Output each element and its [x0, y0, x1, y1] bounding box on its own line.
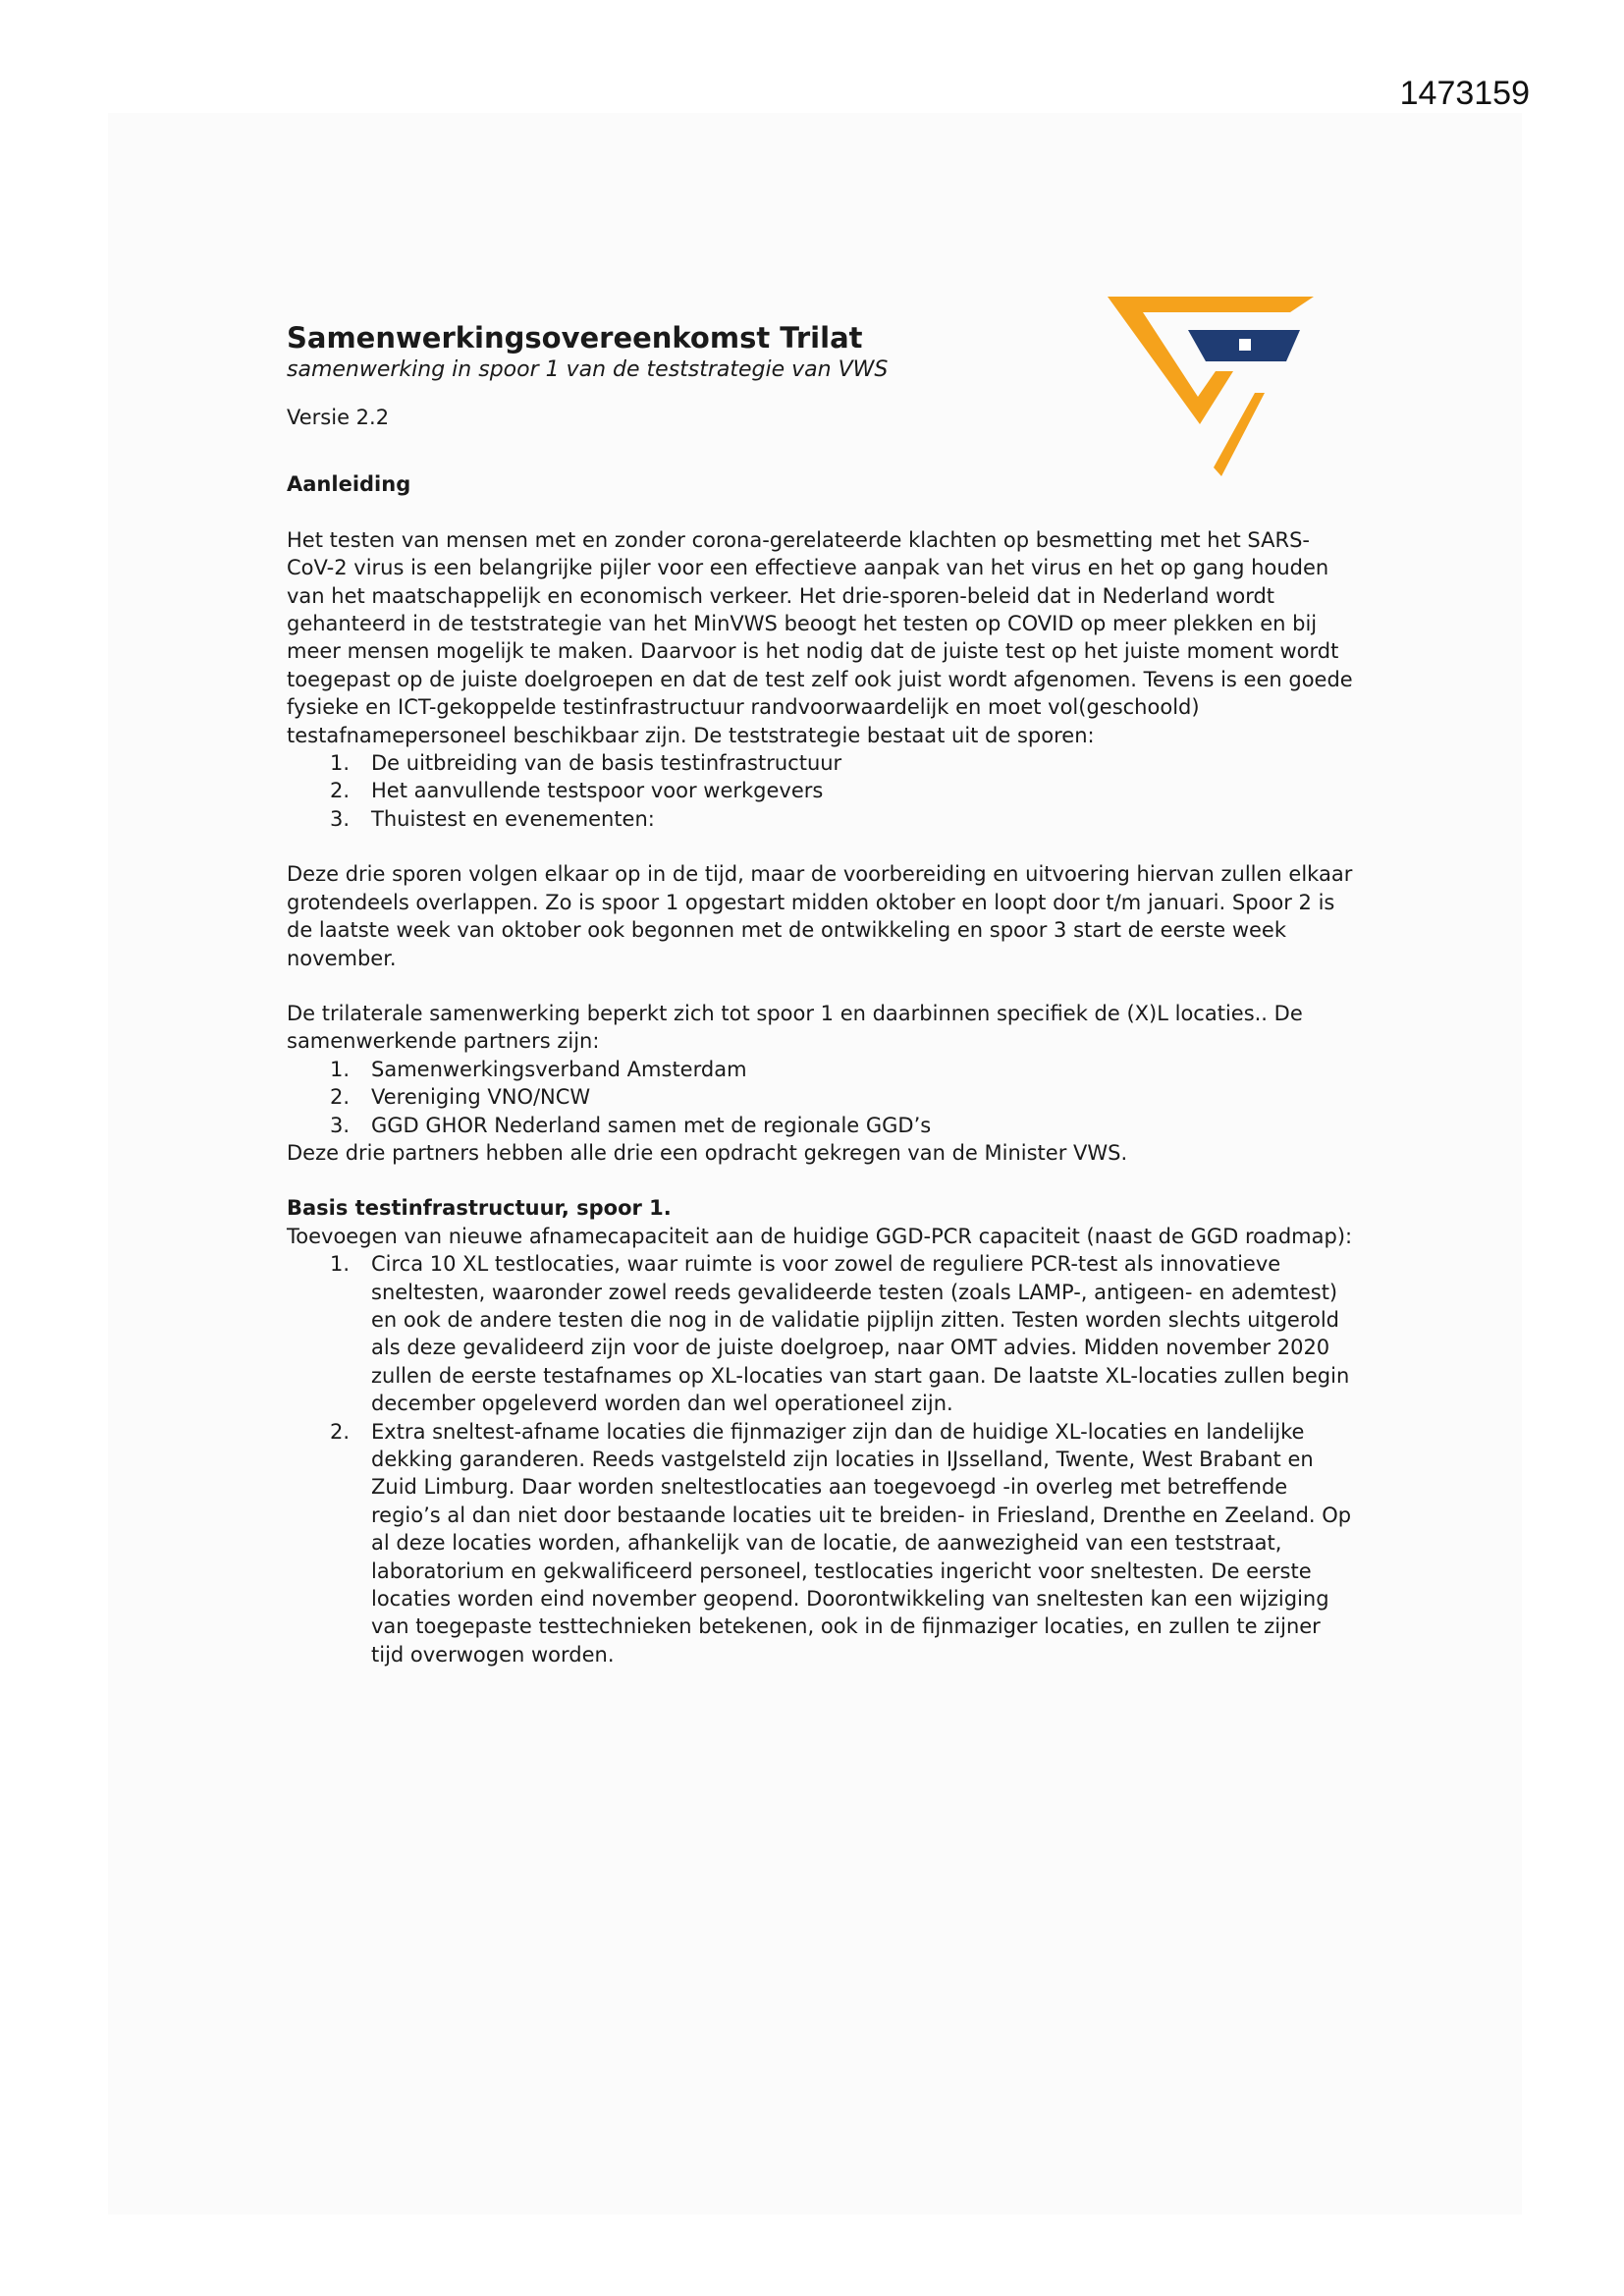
section-heading-basis: Basis testinfrastructuur, spoor 1. [287, 1196, 672, 1221]
intro-paragraph: Het testen van mensen met en zonder corona-gerelateerde klachten op besmetting met het SARS-CoV-2 virus is een belangrijke pijler voor een effectieve aanpak van het virus en het op gang houden van het maatschappelijk en economisch verkeer. Het drie-sporen-beleid dat in Nederland wordt gehanteerd in de teststrategie van het MinVWS beoogt het testen op COVID op meer plekken en bij meer mensen mogelijk te maken. Daarvoor is het nodig dat de juiste test op het juiste moment wordt toegepast op de juiste doelgroepen en dat de test zelf ook juist wordt afgenomen. Tevens is een goede fysieke en ICT-gekoppelde testinfrastructuur randvoorwaardelijk en moet vol(geschoold) testafnamepersoneel beschikbaar zijn. De teststrategie bestaat uit de sporen: [287, 527, 1353, 747]
partners-intro-paragraph: De trilaterale samenwerking beperkt zich tot spoor 1 en daarbinnen specifiek de (X)L locaties.. De samenwerkende partners zijn: [287, 1001, 1303, 1054]
version-label: Versie 2.2 [287, 406, 390, 429]
document-body [287, 320, 1357, 1668]
list-item: 3. GGD GHOR Nederland samen met de regionale GGD’s [330, 1113, 932, 1137]
list-item: 2. Het aanvullende testspoor voor werkgevers [330, 779, 824, 803]
document-subtitle: samenwerking in spoor 1 van de teststrategie van VWS [287, 357, 889, 382]
list-item: 2. Extra sneltest-afname locaties die fijnmaziger zijn dan de huidige XL-locaties en landelijke dekking garanderen. Reeds vastgelsteld zijn locaties in IJsselland, Twente, West Brabant en Zuid Limburg. Daar worden sneltestlocaties aan toegevoegd -in overleg met betreffende regio’s al dan niet door bestaande locaties uit te breiden- in Friesland, Drenthe en Zeeland. Op al deze locaties worden, afhankelijk van de locatie, de aanwezigheid van een teststraat, laboratorium en gekwalificeerd personeel, testlocaties ingericht voor sneltesten. De eerste locaties worden eind november geopend. Doorontwikkeling van sneltesten kan een wijziging van toegepaste testtechnieken betekenen, ook in de fijnmaziger locaties, en zullen te zijner tijd overwogen worden. [330, 1419, 1352, 1667]
partners-list [287, 1056, 1357, 1139]
list-item: 2. Vereniging VNO/NCW [330, 1085, 591, 1110]
sporen-paragraph: Deze drie sporen volgen elkaar op in de tijd, maar de voorbereiding en uitvoering hiervan zullen elkaar grotendeels overlappen. Zo is spoor 1 opgestart midden oktober en loopt door t/m januari. Spoor 2 is de laatste week van oktober ook begonnen met de ontwikkeling en spoor 3 start de eerste week november. [287, 862, 1353, 970]
basis-paragraph: Toevoegen van nieuwe afnamecapaciteit aan de huidige GGD-PCR capaciteit (naast de GGD roadmap): [287, 1224, 1353, 1248]
list-item: 1. Circa 10 XL testlocaties, waar ruimte is voor zowel de reguliere PCR-test als innovatieve sneltesten, waaronder zowel reeds gevalideerde testen (zoals LAMP-, antigeen- en ademtest) en ook de andere testen die nog in de validatie pijplijn zitten. Testen worden slechts uitgerold als deze gevalideerd zijn voor de juiste doelgroep, naar OMT advies. Midden november 2020 zullen de eerste testafnames op XL-locaties van start gaan. De laatste XL-locaties zullen begin december opgeleverd worden dan wel operationeel zijn. [330, 1252, 1350, 1416]
document-title: Samenwerkingsovereenkomst Trilat [287, 321, 863, 355]
tracks-list [287, 749, 1357, 833]
list-item: 1. Samenwerkingsverband Amsterdam [330, 1057, 747, 1081]
list-item: 1. De uitbreiding van de basis testinfrastructuur [330, 751, 842, 776]
basis-list [287, 1250, 1357, 1668]
document-id: 1473159 [1399, 75, 1530, 112]
partners-closing-paragraph: Deze drie partners hebben alle drie een opdracht gekregen van de Minister VWS. [287, 1140, 1128, 1165]
section-heading-aanleiding: Aanleiding [287, 472, 411, 497]
list-item: 3. Thuistest en evenementen: [330, 806, 655, 831]
